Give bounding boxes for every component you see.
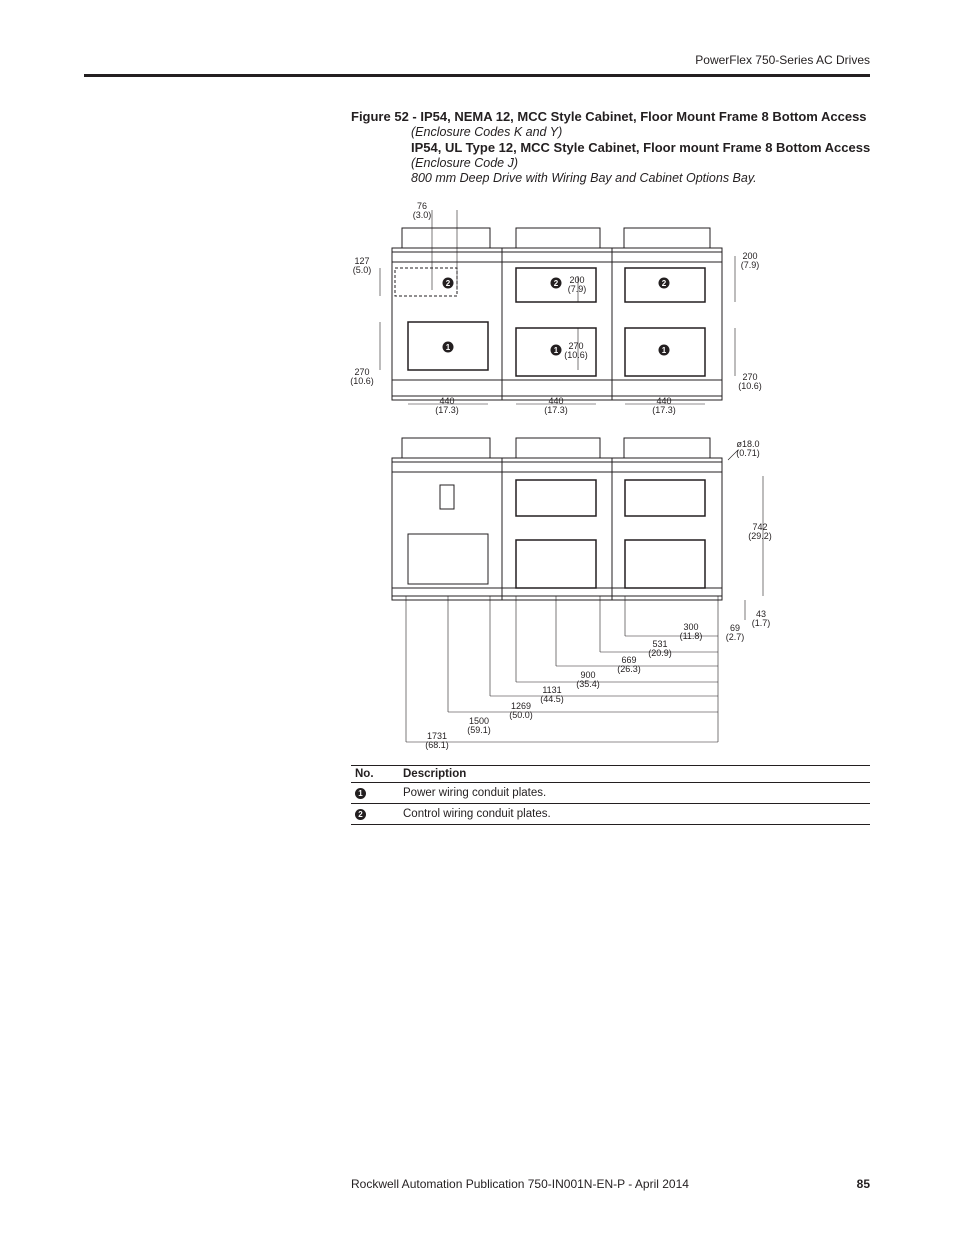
dim-669: 669 (621, 655, 637, 665)
caption-line-3: IP54, UL Type 12, MCC Style Cabinet, Floor mount Frame 8 Bottom Access (411, 140, 871, 156)
row-number-badge: 2 (355, 809, 366, 820)
dim-300: 300 (683, 622, 699, 632)
bottom-box-2 (516, 438, 600, 458)
caption-line-2: (Enclosure Codes K and Y) (411, 124, 563, 139)
dim-200-center: 200 (569, 275, 585, 285)
table-row (351, 804, 870, 825)
dim-742-in: (29.2) (748, 531, 772, 541)
dim-127-in: (5.0) (352, 265, 372, 275)
legend-table (351, 765, 870, 825)
dim-669-in: (26.3) (617, 664, 641, 674)
dim-1500: 1500 (468, 716, 490, 726)
dim-76: 76 (416, 201, 428, 211)
top-box-2 (516, 228, 600, 248)
dim-270-right-in: (10.6) (738, 381, 762, 391)
dim-1131-in: (44.5) (540, 694, 564, 704)
top-rail (392, 248, 722, 262)
page-number: 85 (856, 1177, 870, 1191)
dim-1731: 1731 (426, 731, 448, 741)
dim-270-left: 270 (354, 367, 370, 377)
row-description: Control wiring conduit plates. (399, 804, 870, 825)
table-row (351, 783, 870, 804)
dim-440-a: 440 (439, 396, 455, 406)
dim-18-in: (0.71) (736, 448, 760, 458)
dim-43-in: (1.7) (751, 618, 771, 628)
dim-69-in: (2.7) (725, 632, 745, 642)
dim-270-center: 270 (568, 341, 584, 351)
dim-900: 900 (580, 670, 596, 680)
marker-1-left: 1 (445, 343, 451, 352)
marker-2-center: 2 (553, 279, 559, 288)
marker-2-left: 2 (445, 279, 451, 288)
dim-18: ø18.0 (736, 439, 760, 449)
caption-line-1: Figure 52 - IP54, NEMA 12, MCC Style Cabinet, Floor Mount Frame 8 Bottom Access (351, 109, 867, 124)
marker-1-center: 1 (553, 346, 559, 355)
row-description: Power wiring conduit plates. (399, 783, 870, 804)
dim-440-c: 440 (656, 396, 672, 406)
top-box-3 (624, 228, 710, 248)
dim-270-right: 270 (742, 372, 758, 382)
marker-group (443, 278, 670, 356)
running-header: PowerFlex 750-Series AC Drives (695, 53, 870, 67)
dim-1269-in: (50.0) (509, 710, 533, 720)
dim-742: 742 (752, 522, 768, 532)
dim-76-in: (3.0) (412, 210, 432, 220)
dim-270-center-in: (10.6) (564, 350, 588, 360)
cabinet-dimension-drawing (340, 190, 780, 750)
dim-43: 43 (755, 609, 767, 619)
figure-caption (351, 109, 870, 187)
dim-1731-in: (68.1) (425, 740, 449, 750)
col-header-description: Description (399, 766, 870, 783)
dim-200-right: 200 (742, 251, 758, 261)
dim-440-b-in: (17.3) (544, 405, 568, 415)
bottom-view-outline (392, 472, 722, 600)
col-header-no: No. (351, 766, 399, 783)
caption-line-5: 800 mm Deep Drive with Wiring Bay and Cabinet Options Bay. (411, 171, 757, 186)
bottom-box-3 (624, 438, 710, 458)
marker-2-right: 2 (661, 279, 667, 288)
dim-300-in: (11.8) (679, 631, 703, 641)
bottom-box-1 (402, 438, 490, 458)
dim-1269: 1269 (510, 701, 532, 711)
dim-440-c-in: (17.3) (652, 405, 676, 415)
dim-69: 69 (729, 623, 741, 633)
dim-440-a-in: (17.3) (435, 405, 459, 415)
top-box-1 (402, 228, 490, 248)
header-rule (84, 74, 870, 77)
caption-line-4: (Enclosure Code J) (411, 155, 518, 170)
marker-1-right: 1 (661, 346, 667, 355)
dim-900-in: (35.4) (576, 679, 600, 689)
dim-1500-in: (59.1) (467, 725, 491, 735)
dim-531: 531 (652, 639, 668, 649)
dim-531-in: (20.9) (648, 648, 672, 658)
dim-440-b: 440 (548, 396, 564, 406)
dim-200-right-in: (7.9) (740, 260, 760, 270)
dim-1131: 1131 (542, 685, 562, 695)
dim-270-left-in: (10.6) (350, 376, 374, 386)
row-number-badge: 1 (355, 788, 366, 799)
dim-127: 127 (354, 256, 370, 266)
footer-publication: Rockwell Automation Publication 750-IN001N-EN-P - April 2014 (351, 1177, 689, 1191)
dim-200-center-in: (7.9) (567, 284, 587, 294)
